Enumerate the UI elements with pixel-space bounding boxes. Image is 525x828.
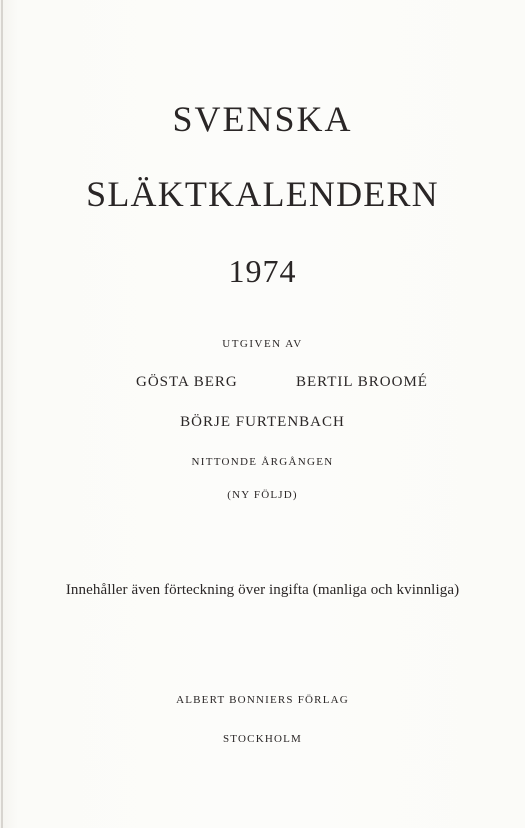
publisher-label: ALBERT BONNIERS FÖRLAG	[176, 694, 349, 706]
title-line-2: SLÄKTKALENDERN	[86, 174, 439, 214]
edition-label: NITTONDE ÅRGÅNGEN	[191, 456, 334, 468]
editors-row	[0, 374, 525, 398]
edited-by-label: UTGIVEN AV	[222, 338, 303, 350]
editor-center: BÖRJE FURTENBACH	[180, 414, 345, 430]
editor-right: BERTIL BROOMÉ	[296, 374, 428, 390]
series-label: (NY FÖLJD)	[227, 489, 298, 501]
editor-left: GÖSTA BERG	[136, 374, 238, 390]
title-line-1: SVENSKA	[172, 99, 353, 139]
city-label: STOCKHOLM	[222, 733, 303, 745]
year-label: 1974	[228, 253, 297, 289]
description-text: Innehåller även förteckning över ingifta (manliga och kvinnliga)	[65, 582, 460, 598]
